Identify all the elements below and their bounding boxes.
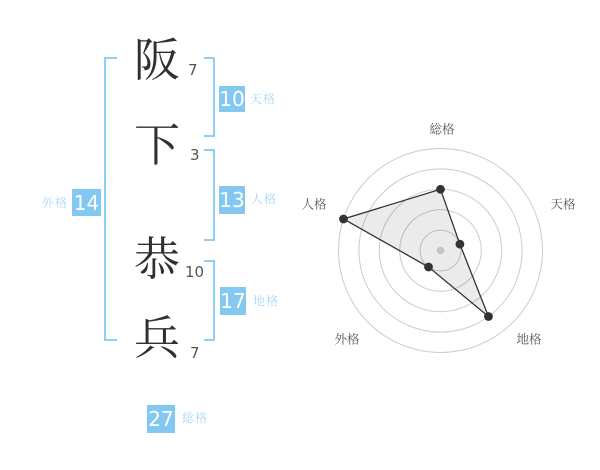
- radar-axis-label: 地格: [516, 331, 542, 347]
- radar-axis-label: 外格: [334, 331, 360, 347]
- surname-char-2: 下: [134, 118, 180, 172]
- tenkaku-value-badge: 10: [219, 87, 245, 111]
- jinkaku-label: 人格: [251, 192, 278, 206]
- radar-data-point: [436, 185, 445, 194]
- chikaku-bracket: [204, 260, 215, 341]
- radar-center-dot: [437, 247, 445, 255]
- soukaku-value-badge: 27: [148, 407, 174, 431]
- given-char-2: 兵: [134, 311, 180, 365]
- radar-axis-label: 総格: [429, 121, 455, 137]
- jinkaku-value-badge: 13: [219, 188, 245, 212]
- radar-data-point: [424, 263, 433, 272]
- chikaku-value-badge: 17: [220, 289, 246, 313]
- soukaku-label: 総格: [182, 411, 209, 425]
- radar-data-point: [339, 215, 348, 224]
- given-char-1: 恭: [134, 232, 180, 286]
- radar-axis-label: 人格: [301, 196, 327, 212]
- radar-axis-label: 天格: [550, 196, 576, 212]
- stroke-count-given-2: 7: [190, 344, 200, 362]
- radar-chart-svg: [295, 110, 595, 380]
- radar-data-polygon: [343, 189, 488, 316]
- tenkaku-label: 天格: [250, 92, 277, 106]
- gaikaku-bracket: [104, 57, 117, 341]
- stroke-count-surname-2: 3: [190, 146, 200, 164]
- tenkaku-bracket: [204, 57, 215, 137]
- stroke-count-surname-1: 7: [188, 61, 198, 79]
- gaikaku-value-badge: 14: [73, 190, 100, 215]
- surname-char-1: 阪: [134, 33, 180, 87]
- chikaku-label: 地格: [253, 294, 280, 308]
- radar-data-point: [484, 312, 493, 321]
- radar-data-point: [456, 240, 465, 249]
- stroke-count-given-1: 10: [185, 263, 205, 281]
- gaikaku-label: 外格: [42, 196, 69, 210]
- jinkaku-bracket: [204, 149, 215, 241]
- radar-chart: [295, 110, 595, 380]
